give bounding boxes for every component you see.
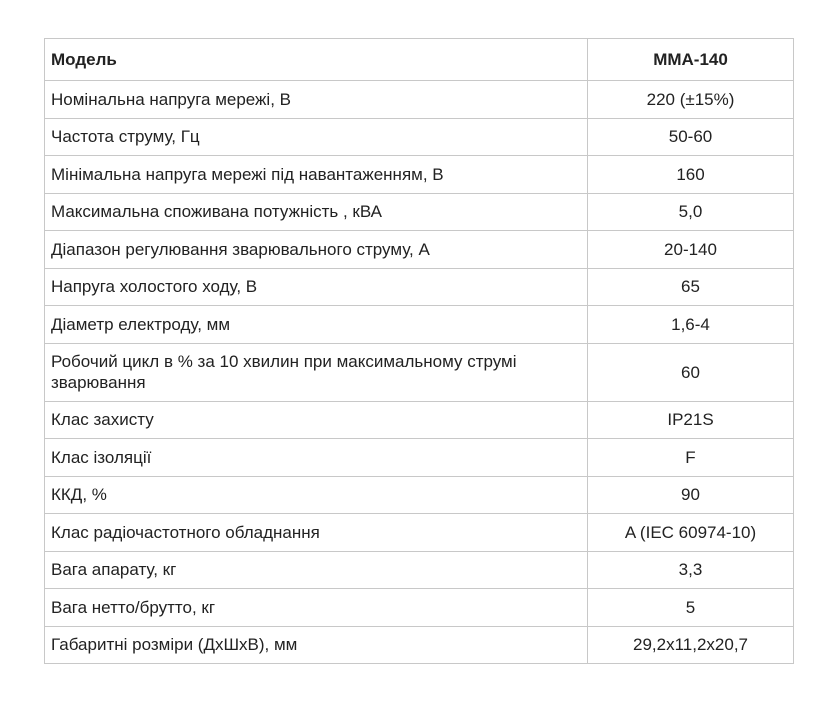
spec-label: Габаритні розміри (ДxШxВ), мм (45, 626, 588, 664)
spec-value: 60 (588, 343, 794, 401)
spec-value: 5,0 (588, 193, 794, 231)
table-row (45, 118, 794, 156)
spec-value: 29,2x11,2x20,7 (588, 626, 794, 664)
header-label: Модель (45, 39, 588, 81)
spec-label: ККД, % (45, 476, 588, 514)
spec-label: Клас радіочастотного обладнання (45, 514, 588, 552)
spec-value: F (588, 439, 794, 477)
table-row (45, 626, 794, 664)
table-row (45, 156, 794, 194)
spec-label: Діаметр електроду, мм (45, 306, 588, 344)
spec-label: Клас ізоляції (45, 439, 588, 477)
spec-value: 90 (588, 476, 794, 514)
spec-label: Робочий цикл в % за 10 хвилин при максимальному струмі зварювання (45, 343, 588, 401)
table-row (45, 343, 794, 401)
header-value: MMA-140 (588, 39, 794, 81)
spec-value: IP21S (588, 401, 794, 439)
table-row (45, 514, 794, 552)
table-row (45, 439, 794, 477)
spec-value: 160 (588, 156, 794, 194)
table-row (45, 551, 794, 589)
table-row (45, 589, 794, 627)
spec-value: A (IEC 60974-10) (588, 514, 794, 552)
spec-value: 20-140 (588, 231, 794, 269)
spec-label: Клас захисту (45, 401, 588, 439)
table-row (45, 476, 794, 514)
spec-label: Частота струму, Гц (45, 118, 588, 156)
spec-value: 5 (588, 589, 794, 627)
spec-label: Максимальна споживана потужність , кВА (45, 193, 588, 231)
spec-label: Вага нетто/брутто, кг (45, 589, 588, 627)
table-row (45, 306, 794, 344)
table-row (45, 231, 794, 269)
spec-value: 65 (588, 268, 794, 306)
table-row (45, 401, 794, 439)
table-row (45, 268, 794, 306)
spec-value: 50-60 (588, 118, 794, 156)
spec-label: Вага апарату, кг (45, 551, 588, 589)
spec-value: 1,6-4 (588, 306, 794, 344)
table-header-row (45, 39, 794, 81)
spec-label: Мінімальна напруга мережі під навантаженням, В (45, 156, 588, 194)
spec-label: Діапазон регулювання зварювального струму, А (45, 231, 588, 269)
spec-label: Номінальна напруга мережі, В (45, 81, 588, 119)
spec-value: 220 (±15%) (588, 81, 794, 119)
spec-value: 3,3 (588, 551, 794, 589)
spec-label: Напруга холостого ходу, В (45, 268, 588, 306)
table-row (45, 193, 794, 231)
specs-table (44, 38, 794, 664)
table-row (45, 81, 794, 119)
